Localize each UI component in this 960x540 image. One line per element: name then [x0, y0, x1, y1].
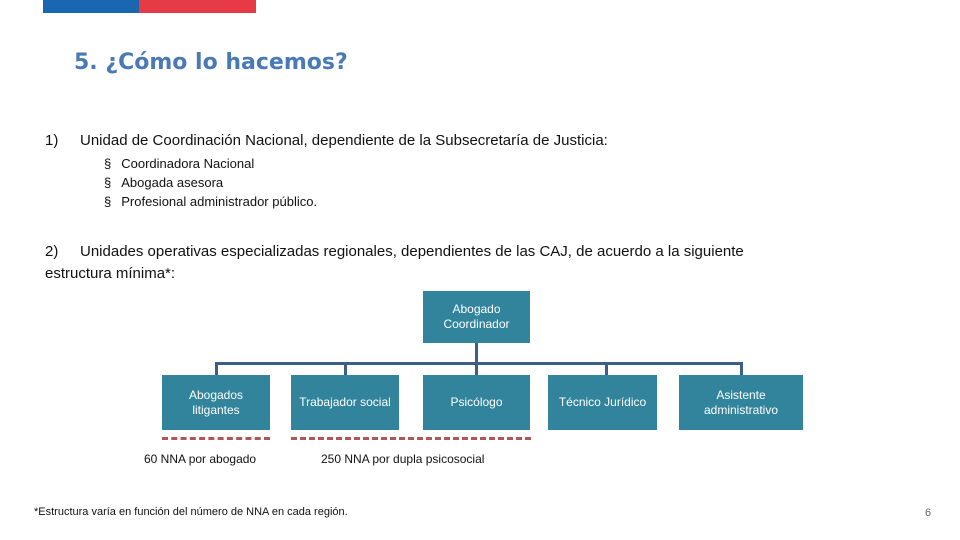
list-item: § Coordinadora Nacional: [104, 154, 317, 173]
connector: [215, 362, 218, 375]
connector: [215, 362, 743, 365]
org-root-box: [423, 291, 530, 343]
dashed-divider: [162, 437, 270, 440]
flag-bar-red: [139, 0, 256, 13]
section1-heading: Unidad de Coordinación Nacional, dependiente de la Subsecretaría de Justicia:: [80, 132, 608, 149]
list-item: § Abogada asesora: [104, 173, 317, 192]
org-child-label: Abogados litigantes: [188, 387, 244, 417]
org-child-box: [291, 375, 399, 430]
dashed-divider: [291, 437, 531, 440]
section1-list: [104, 154, 317, 211]
ratio-psychosocial: 250 NNA por dupla psicosocial: [321, 452, 485, 466]
footnote: *Estructura varía en función del número de NNA en cada región.: [34, 506, 348, 518]
connector: [605, 362, 608, 375]
page-number: 6: [925, 507, 932, 519]
page-title: 5. ¿Cómo lo hacemos?: [74, 50, 348, 75]
section2-heading: Unidades operativas especializadas regionales, dependientes de las CAJ, de acuerdo a la siguiente: [80, 243, 744, 260]
org-child-label: Psicólogo: [450, 395, 503, 409]
org-child-box: [162, 375, 270, 430]
connector: [344, 362, 347, 375]
connector: [475, 362, 478, 375]
section2-number: 2): [45, 243, 59, 260]
connector: [740, 362, 743, 375]
connector: [475, 343, 478, 363]
org-child-label: Trabajador social: [299, 395, 391, 409]
ratio-lawyers: 60 NNA por abogado: [144, 452, 257, 466]
org-child-box: [423, 375, 530, 430]
section1-number: 1): [45, 132, 59, 149]
list-item: § Profesional administrador público.: [104, 192, 317, 211]
org-child-label: Técnico Jurídico: [558, 395, 647, 409]
org-child-box: [679, 375, 803, 430]
org-child-box: [548, 375, 657, 430]
org-child-label: Asistente administrativo: [703, 387, 779, 417]
section2-heading-cont: estructura mínima*:: [45, 265, 176, 282]
flag-bar-blue: [43, 0, 139, 13]
org-root-label: Abogado Coordinador: [443, 302, 510, 331]
